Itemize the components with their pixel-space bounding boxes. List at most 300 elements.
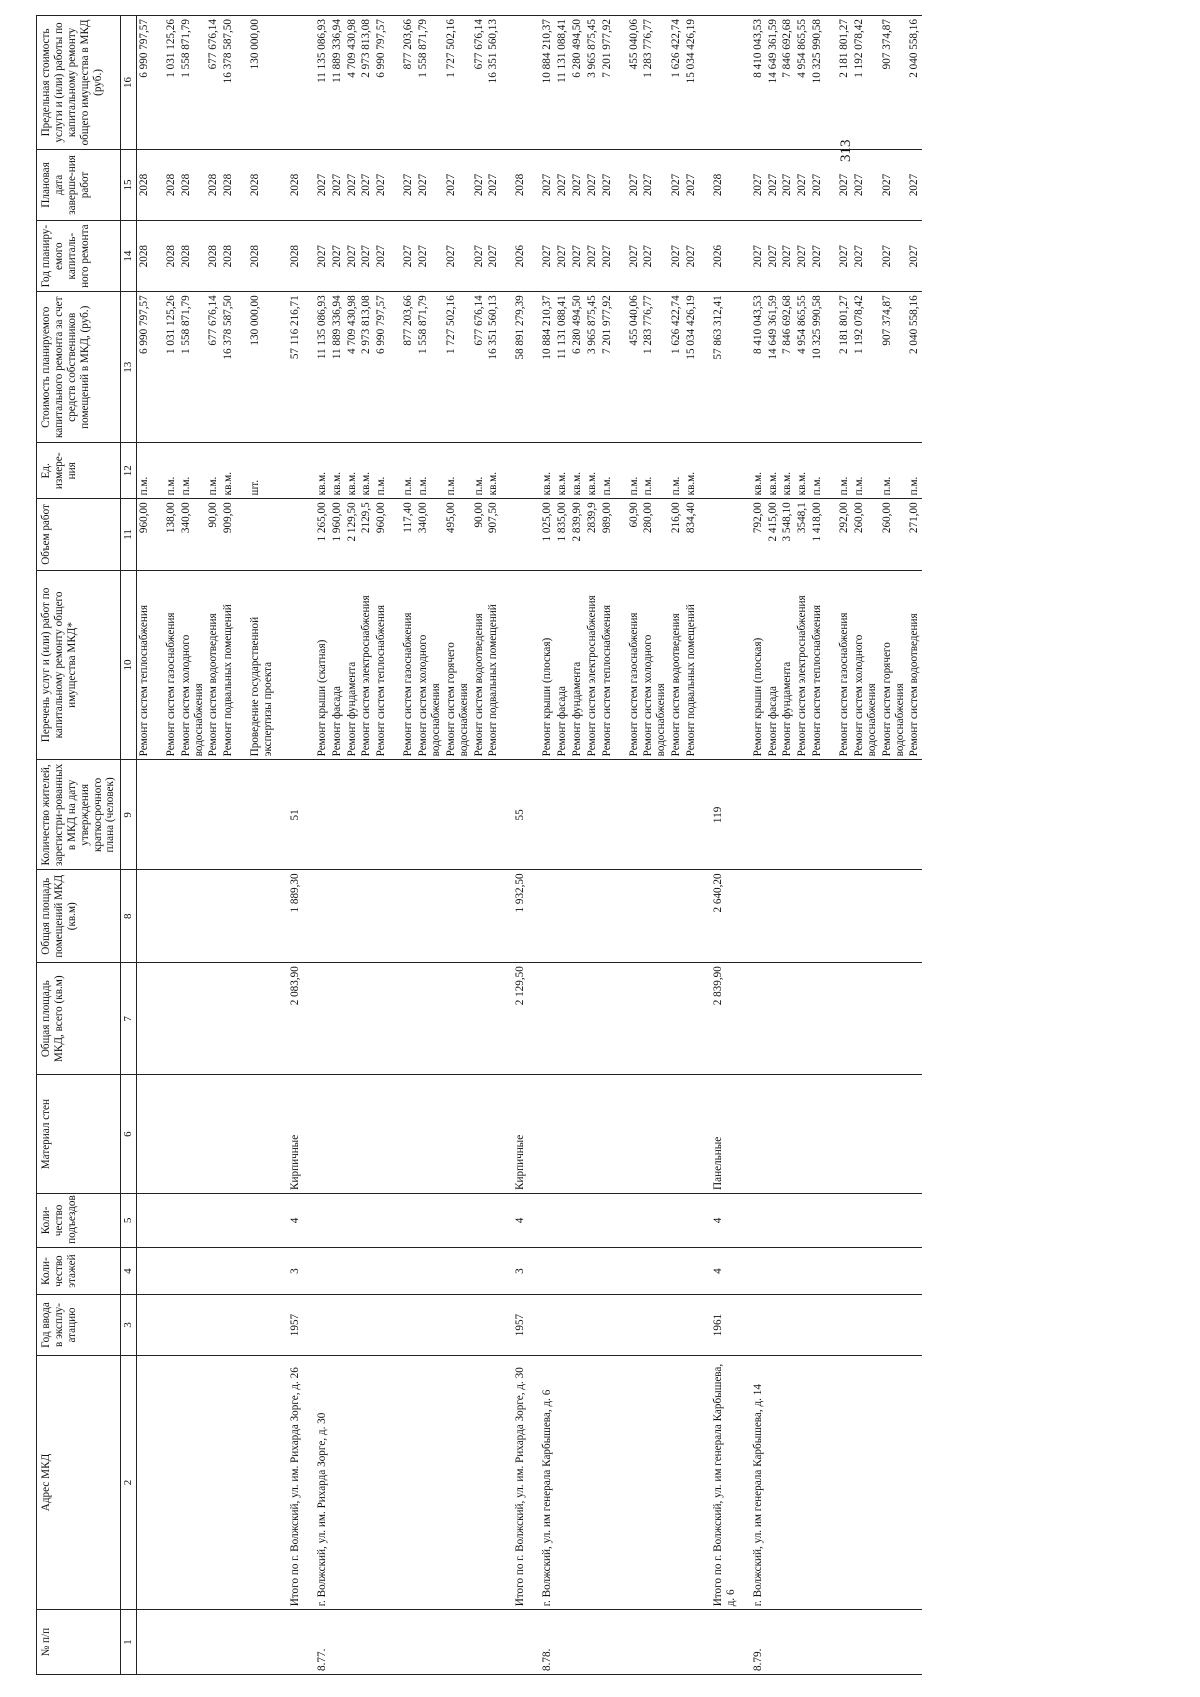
header-row: [37, 16, 121, 1675]
page-number: 313: [838, 139, 854, 162]
table-cell: п.м.: [401, 443, 416, 499]
table-cell: 2028: [164, 221, 179, 292]
table-cell: [751, 1247, 766, 1294]
table-cell: [374, 1193, 389, 1247]
table-cell: 2027: [570, 149, 585, 220]
table-cell: [684, 1193, 699, 1247]
table-cell: [852, 1610, 880, 1675]
table-cell: [389, 1193, 401, 1247]
table-cell: [627, 963, 642, 1075]
table-cell: 7 846 692,68: [780, 292, 795, 443]
table-cell: [206, 1193, 221, 1247]
table-cell: Ремонт фасада: [555, 570, 570, 760]
table-cell: [711, 16, 739, 150]
table-cell: [615, 1247, 627, 1294]
table-cell: [359, 870, 374, 963]
table-cell: [236, 1355, 248, 1610]
table-cell: 2027: [684, 149, 699, 220]
table-cell: [837, 1355, 852, 1610]
table-row: [766, 16, 781, 1675]
table-row: [641, 16, 669, 1675]
table-cell: 2027: [780, 221, 795, 292]
table-cell: [795, 1610, 810, 1675]
table-cell: [880, 1075, 908, 1194]
table-cell: [315, 870, 330, 963]
table-cell: Ремонт систем горячего водоснабжения: [444, 570, 472, 760]
table-cell: 3: [288, 1247, 303, 1294]
table-cell: [570, 1075, 585, 1194]
table-cell: Ремонт систем электроснабжения: [585, 570, 600, 760]
table-cell: Панельные: [711, 1075, 739, 1194]
table-cell: [528, 1193, 540, 1247]
table-cell: [615, 1193, 627, 1247]
table-cell: [221, 963, 236, 1075]
table-cell: [880, 1247, 908, 1294]
table-row: [374, 16, 389, 1675]
table-cell: [136, 1075, 151, 1194]
table-cell: 960,00: [136, 499, 151, 570]
table-cell: [739, 1193, 751, 1247]
table-cell: [374, 1247, 389, 1294]
table-cell: 677 676,14: [472, 292, 487, 443]
table-cell: [795, 1075, 810, 1194]
table-cell: [389, 221, 401, 292]
table-cell: [528, 292, 540, 443]
table-cell: 2026: [711, 221, 739, 292]
table-row: [627, 16, 642, 1675]
table-cell: Ремонт фасада: [330, 570, 345, 760]
table-cell: [641, 1355, 669, 1610]
table-cell: [401, 963, 416, 1075]
table-cell: [600, 1295, 615, 1355]
table-cell: [401, 1193, 416, 1247]
table-cell: [528, 1295, 540, 1355]
table-cell: [528, 221, 540, 292]
column-number-cell: 8: [121, 870, 137, 963]
table-cell: [825, 1075, 837, 1194]
table-cell: [570, 963, 585, 1075]
table-cell: [669, 1295, 684, 1355]
table-cell: [486, 1610, 501, 1675]
table-row: [288, 16, 303, 1675]
table-cell: [389, 149, 401, 220]
table-cell: [416, 1193, 444, 1247]
table-cell: [501, 1610, 513, 1675]
table-cell: 989,00: [600, 499, 615, 570]
table-cell: 2028: [206, 149, 221, 220]
table-cell: [669, 1610, 684, 1675]
table-cell: 877 203,66: [401, 292, 416, 443]
table-cell: [795, 963, 810, 1075]
table-cell: Ремонт систем теплоснабжения: [374, 570, 389, 760]
table-row: [795, 16, 810, 1675]
table-cell: [416, 1355, 444, 1610]
table-cell: [389, 292, 401, 443]
table-cell: [852, 870, 880, 963]
table-cell: [641, 1295, 669, 1355]
table-cell: Кирпичные: [513, 1075, 528, 1194]
table-cell: [627, 1193, 642, 1247]
table-cell: 2027: [472, 149, 487, 220]
column-number-cell: 13: [121, 292, 137, 443]
table-cell: [837, 1247, 852, 1294]
table-cell: 90,00: [472, 499, 487, 570]
table-cell: [303, 870, 315, 963]
table-cell: г. Волжский, ул. им генерала Карбышева, д. 14: [751, 1355, 766, 1610]
table-cell: [585, 1075, 600, 1194]
column-number-row: [121, 16, 137, 1675]
table-cell: кв.м.: [751, 443, 766, 499]
table-cell: [152, 570, 164, 760]
table-cell: [359, 1355, 374, 1610]
table-cell: 907 374,87: [880, 16, 908, 150]
table-cell: 2027: [330, 221, 345, 292]
table-cell: 2027: [766, 221, 781, 292]
table-cell: [472, 1247, 487, 1294]
table-row: [751, 16, 766, 1675]
table-cell: [389, 760, 401, 870]
table-cell: [699, 16, 711, 150]
table-cell: [810, 1295, 825, 1355]
table-cell: п.м.: [907, 443, 922, 499]
table-cell: [288, 443, 303, 499]
table-cell: [501, 1193, 513, 1247]
table-cell: [359, 1610, 374, 1675]
table-cell: 16 351 560,13: [486, 16, 501, 150]
table-row: [780, 16, 795, 1675]
table-row: [206, 16, 221, 1675]
table-cell: [276, 870, 288, 963]
table-cell: кв.м.: [570, 443, 585, 499]
table-cell: [627, 870, 642, 963]
table-cell: 2 973 813,08: [359, 16, 374, 150]
table-cell: кв.м.: [315, 443, 330, 499]
table-cell: [585, 1193, 600, 1247]
table-cell: 14 649 361,59: [766, 16, 781, 150]
table-cell: [699, 292, 711, 443]
table-cell: кв.м.: [780, 443, 795, 499]
table-cell: [359, 1247, 374, 1294]
table-cell: [513, 1610, 528, 1675]
table-cell: 4: [288, 1193, 303, 1247]
table-cell: [136, 1610, 151, 1675]
table-cell: [540, 1295, 555, 1355]
table-cell: [825, 760, 837, 870]
table-cell: [152, 292, 164, 443]
header-cell: Ед. измере-ния: [37, 443, 121, 499]
table-cell: 1957: [288, 1295, 303, 1355]
table-cell: [615, 1355, 627, 1610]
table-cell: [837, 870, 852, 963]
table-cell: [236, 570, 248, 760]
table-row: [136, 16, 151, 1675]
table-cell: [472, 1295, 487, 1355]
table-cell: 14 649 361,59: [766, 292, 781, 443]
table-cell: 2 839,90: [711, 963, 739, 1075]
table-cell: [711, 1610, 739, 1675]
table-cell: 455 040,06: [627, 292, 642, 443]
table-cell: 2 181 801,27: [837, 16, 852, 150]
table-cell: [766, 1610, 781, 1675]
table-row: [164, 16, 179, 1675]
table-cell: [401, 1295, 416, 1355]
table-cell: [513, 570, 528, 760]
table-cell: [641, 1610, 669, 1675]
table-cell: [288, 499, 303, 570]
header-cell: № п/п: [37, 1610, 121, 1675]
table-cell: [699, 1193, 711, 1247]
table-cell: [152, 16, 164, 150]
header-cell: Стоимость планируемого капитального ремонта за счет средств собственников помещений в МКД, (руб.): [37, 292, 121, 443]
table-cell: 2027: [444, 221, 472, 292]
table-cell: Итого по г. Волжский, ул. им. Рихарда Зорге, д. 30: [513, 1355, 528, 1610]
spacer-row: [303, 16, 315, 1675]
table-cell: [780, 1193, 795, 1247]
table-cell: 2027: [880, 149, 908, 220]
table-cell: 6 990 797,57: [136, 16, 151, 150]
spacer-row: [699, 16, 711, 1675]
table-cell: 2028: [179, 221, 207, 292]
table-cell: 2027: [795, 149, 810, 220]
table-cell: 2027: [359, 149, 374, 220]
table-cell: [739, 963, 751, 1075]
table-cell: [669, 1193, 684, 1247]
table-cell: [699, 1355, 711, 1610]
table-cell: [288, 16, 303, 150]
table-cell: 4: [711, 1193, 739, 1247]
table-cell: [501, 1295, 513, 1355]
table-cell: [236, 963, 248, 1075]
table-cell: шт.: [248, 443, 276, 499]
table-cell: 4 709 430,98: [345, 16, 360, 150]
table-cell: [164, 1193, 179, 1247]
table-cell: [615, 149, 627, 220]
table-cell: [852, 1075, 880, 1194]
table-cell: 2027: [641, 149, 669, 220]
table-cell: 2027: [907, 221, 922, 292]
column-number-cell: 15: [121, 149, 137, 220]
table-row: [907, 16, 922, 1675]
table-cell: [276, 570, 288, 760]
column-number-cell: 14: [121, 221, 137, 292]
table-cell: [236, 870, 248, 963]
table-cell: [555, 870, 570, 963]
table-cell: 677 676,14: [472, 16, 487, 150]
table-cell: Ремонт фундамента: [345, 570, 360, 760]
table-cell: [555, 760, 570, 870]
table-cell: 877 203,66: [401, 16, 416, 150]
table-cell: [810, 1355, 825, 1610]
column-number-cell: 11: [121, 499, 137, 570]
table-cell: [880, 1295, 908, 1355]
table-cell: [152, 1193, 164, 1247]
table-row: [486, 16, 501, 1675]
table-cell: [416, 870, 444, 963]
table-cell: [615, 1075, 627, 1194]
table-cell: [152, 1295, 164, 1355]
header-cell: Год планиру-емого капиталь-ного ремонта: [37, 221, 121, 292]
capital-repair-table: [36, 15, 922, 1675]
table-cell: 1957: [513, 1295, 528, 1355]
table-cell: [206, 760, 221, 870]
table-cell: Ремонт систем холодного водоснабжения: [179, 570, 207, 760]
table-cell: 2027: [684, 221, 699, 292]
table-cell: [880, 760, 908, 870]
table-cell: [315, 760, 330, 870]
spacer-row: [389, 16, 401, 1675]
table-cell: Ремонт систем электроснабжения: [359, 570, 374, 760]
table-cell: [528, 149, 540, 220]
table-cell: [669, 1075, 684, 1194]
table-cell: [907, 760, 922, 870]
table-cell: 260,00: [880, 499, 908, 570]
table-cell: [528, 870, 540, 963]
table-cell: [276, 760, 288, 870]
table-cell: [615, 870, 627, 963]
table-cell: [780, 963, 795, 1075]
table-cell: [528, 570, 540, 760]
table-cell: 2028: [206, 221, 221, 292]
table-cell: п.м.: [472, 443, 487, 499]
table-cell: [330, 1075, 345, 1194]
spacer-row: [276, 16, 288, 1675]
spacer-row: [528, 16, 540, 1675]
table-cell: 1 418,00: [810, 499, 825, 570]
table-cell: [570, 1193, 585, 1247]
table-row: [669, 16, 684, 1675]
table-cell: [585, 1355, 600, 1610]
table-cell: 1 960,00: [330, 499, 345, 570]
table-row: [585, 16, 600, 1675]
table-cell: Ремонт подвальных помещений: [684, 570, 699, 760]
table-cell: [444, 1610, 472, 1675]
table-cell: [389, 499, 401, 570]
table-cell: [880, 963, 908, 1075]
table-cell: [641, 963, 669, 1075]
table-cell: 677 676,14: [206, 292, 221, 443]
table-cell: [303, 292, 315, 443]
table-cell: [810, 1247, 825, 1294]
table-cell: 2027: [315, 221, 330, 292]
table-cell: [136, 870, 151, 963]
table-cell: Ремонт подвальных помещений: [221, 570, 236, 760]
table-cell: [528, 1247, 540, 1294]
table-cell: 6 990 797,57: [374, 16, 389, 150]
table-cell: 2 973 813,08: [359, 292, 374, 443]
table-cell: [699, 1247, 711, 1294]
table-cell: [570, 870, 585, 963]
table-cell: [810, 1193, 825, 1247]
table-cell: [501, 1355, 513, 1610]
table-cell: [615, 963, 627, 1075]
table-cell: [684, 1355, 699, 1610]
table-cell: 2028: [288, 221, 303, 292]
table-cell: [907, 870, 922, 963]
table-cell: 2129,5: [359, 499, 374, 570]
table-cell: [585, 1247, 600, 1294]
table-cell: [852, 1193, 880, 1247]
table-cell: 2027: [416, 221, 444, 292]
table-cell: [501, 221, 513, 292]
table-cell: [766, 760, 781, 870]
table-cell: [248, 499, 276, 570]
table-cell: 2027: [486, 221, 501, 292]
header-cell: Год ввода в эксплу-атацию: [37, 1295, 121, 1355]
table-cell: [179, 1355, 207, 1610]
table-row: [837, 16, 852, 1675]
table-cell: 1 025,00: [540, 499, 555, 570]
table-cell: [699, 1295, 711, 1355]
table-cell: 1 626 422,74: [669, 292, 684, 443]
table-cell: [907, 1247, 922, 1294]
table-cell: [825, 443, 837, 499]
table-cell: 2027: [570, 221, 585, 292]
table-cell: [152, 1247, 164, 1294]
table-cell: [345, 1610, 360, 1675]
table-cell: [206, 870, 221, 963]
table-cell: Ремонт систем газоснабжения: [164, 570, 179, 760]
table-cell: [669, 870, 684, 963]
table-cell: [907, 1193, 922, 1247]
table-cell: 2027: [359, 221, 374, 292]
table-cell: [739, 16, 751, 150]
table-cell: [739, 1295, 751, 1355]
table-cell: 1 727 502,16: [444, 16, 472, 150]
table-cell: 3548,1: [795, 499, 810, 570]
table-cell: [570, 1355, 585, 1610]
table-cell: [276, 1247, 288, 1294]
table-cell: [179, 760, 207, 870]
table-cell: [276, 1355, 288, 1610]
table-cell: [825, 292, 837, 443]
table-cell: [501, 1075, 513, 1194]
table-cell: 55: [513, 760, 528, 870]
table-cell: 907 374,87: [880, 292, 908, 443]
table-cell: 2028: [136, 221, 151, 292]
table-cell: [303, 963, 315, 1075]
table-cell: [444, 1193, 472, 1247]
table-cell: [345, 870, 360, 963]
table-cell: [179, 963, 207, 1075]
table-cell: 2027: [486, 149, 501, 220]
column-number-cell: 16: [121, 16, 137, 150]
table-cell: [276, 292, 288, 443]
table-cell: [739, 1355, 751, 1610]
table-cell: [152, 1355, 164, 1610]
table-cell: 130 000,00: [248, 292, 276, 443]
header-cell: Количество жителей, зарегистри-рованных в МКД на дату утверждения краткосрочного плана (человек): [37, 760, 121, 870]
table-cell: [627, 1355, 642, 1610]
table-cell: [600, 760, 615, 870]
spacer-row: [739, 16, 751, 1675]
table-cell: [345, 1355, 360, 1610]
table-cell: [315, 1247, 330, 1294]
table-cell: [684, 1247, 699, 1294]
table-cell: [152, 499, 164, 570]
table-cell: [345, 1075, 360, 1194]
table-cell: [401, 1355, 416, 1610]
table-cell: [907, 1075, 922, 1194]
table-cell: [276, 499, 288, 570]
table-cell: [780, 1610, 795, 1675]
table-cell: 340,00: [416, 499, 444, 570]
table-cell: 2027: [880, 221, 908, 292]
column-number-cell: 1: [121, 1610, 137, 1675]
table-cell: [359, 1075, 374, 1194]
table-cell: [374, 1075, 389, 1194]
table-cell: [303, 149, 315, 220]
table-cell: [248, 1247, 276, 1294]
